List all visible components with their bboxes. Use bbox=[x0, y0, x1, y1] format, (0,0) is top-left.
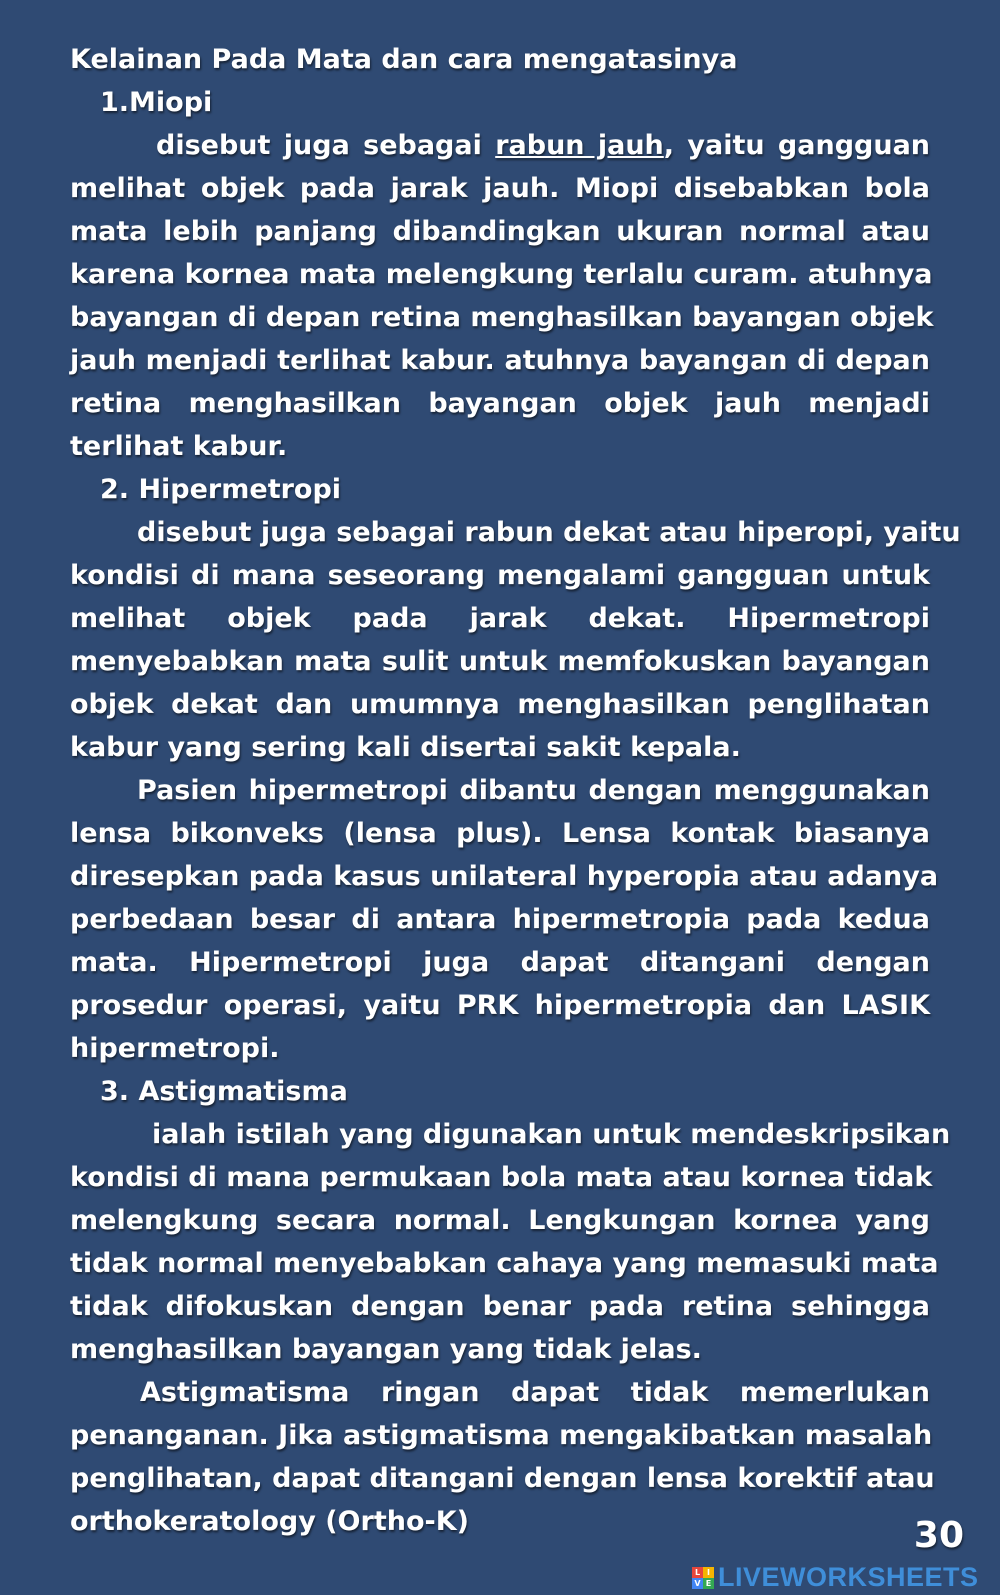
paragraph-line: perbedaan besar di antara hipermetropia pada kedua bbox=[70, 904, 930, 935]
paragraph-line: tidak normal menyebabkan cahaya yang memasuki mata bbox=[70, 1248, 939, 1279]
paragraph-line: Pasien hipermetropi dibantu dengan menggunakan bbox=[137, 775, 930, 806]
logo-letter: I bbox=[703, 1567, 714, 1578]
paragraph-line: karena kornea mata melengkung terlalu curam. atuhnya bbox=[70, 259, 933, 290]
paragraph-line bbox=[70, 124, 930, 167]
paragraph-line: terlihat kabur. bbox=[70, 431, 288, 462]
paragraph-line: kabur yang sering kali disertai sakit kepala. bbox=[70, 732, 741, 763]
paragraph-line: jauh menjadi terlihat kabur. atuhnya bayangan di depan bbox=[70, 345, 930, 376]
paragraph-line: melihat objek pada jarak dekat. Hipermetropi bbox=[70, 603, 930, 634]
logo-letter: L bbox=[692, 1567, 703, 1578]
paragraph-line: hipermetropi. bbox=[70, 1033, 280, 1064]
paragraph-line: menghasilkan bayangan yang tidak jelas. bbox=[70, 1334, 702, 1365]
paragraph-line: retina menghasilkan bayangan objek jauh menjadi bbox=[70, 388, 930, 419]
paragraph-line: kondisi di mana permukaan bola mata atau kornea tidak bbox=[70, 1162, 933, 1193]
text-fragment: disebut juga sebagai bbox=[156, 130, 496, 161]
liveworksheets-logo-icon bbox=[692, 1567, 714, 1589]
paragraph-line: menyebabkan mata sulit untuk memfokuskan bayangan bbox=[70, 646, 930, 677]
link-rabun-jauh[interactable]: rabun jauh bbox=[495, 130, 664, 161]
paragraph-line: melihat objek pada jarak jauh. Miopi disebabkan bola bbox=[70, 173, 930, 204]
liveworksheets-watermark bbox=[692, 1562, 979, 1593]
paragraph-line: tidak difokuskan dengan benar pada retina sehingga bbox=[70, 1291, 930, 1322]
paragraph-line: penglihatan, dapat ditangani dengan lensa korektif atau bbox=[70, 1463, 935, 1494]
section-heading-miopi: 1.Miopi bbox=[100, 87, 213, 118]
paragraph-line: lensa bikonveks (lensa plus). Lensa kontak biasanya bbox=[70, 818, 930, 849]
paragraph-line: melengkung secara normal. Lengkungan kornea yang bbox=[70, 1205, 930, 1236]
document-title: Kelainan Pada Mata dan cara mengatasinya bbox=[70, 44, 738, 75]
paragraph-line: kondisi di mana seseorang mengalami gangguan untuk bbox=[70, 560, 930, 591]
paragraph-line: ialah istilah yang digunakan untuk mendeskripsikan bbox=[152, 1119, 951, 1150]
section-heading-hipermetropi: 2. Hipermetropi bbox=[100, 474, 342, 505]
logo-letter: V bbox=[692, 1578, 703, 1589]
paragraph-line: bayangan di depan retina menghasilkan bayangan objek bbox=[70, 302, 934, 333]
text-fragment: , yaitu gangguan bbox=[663, 130, 931, 161]
paragraph-line: Astigmatisma ringan dapat tidak memerlukan bbox=[140, 1377, 930, 1408]
paragraph-line: diresepkan pada kasus unilateral hyperopia atau adanya bbox=[70, 861, 939, 892]
paragraph-line: objek dekat dan umumnya menghasilkan penglihatan bbox=[70, 689, 930, 720]
paragraph-line: orthokeratology (Ortho-K) bbox=[70, 1506, 469, 1537]
page-number: 30 bbox=[913, 1515, 964, 1556]
watermark-text: LIVEWORKSHEETS bbox=[718, 1562, 979, 1592]
paragraph-line: penanganan. Jika astigmatisma mengakibatkan masalah bbox=[70, 1420, 933, 1451]
paragraph-line: prosedur operasi, yaitu PRK hipermetropia dan LASIK bbox=[70, 990, 930, 1021]
paragraph-line: disebut juga sebagai rabun dekat atau hiperopi, yaitu bbox=[137, 517, 961, 548]
paragraph-line: mata lebih panjang dibandingkan ukuran normal atau bbox=[70, 216, 930, 247]
logo-letter: E bbox=[703, 1578, 714, 1589]
paragraph-line: mata. Hipermetropi juga dapat ditangani dengan bbox=[70, 947, 930, 978]
section-heading-astigmatisma: 3. Astigmatisma bbox=[100, 1076, 348, 1107]
